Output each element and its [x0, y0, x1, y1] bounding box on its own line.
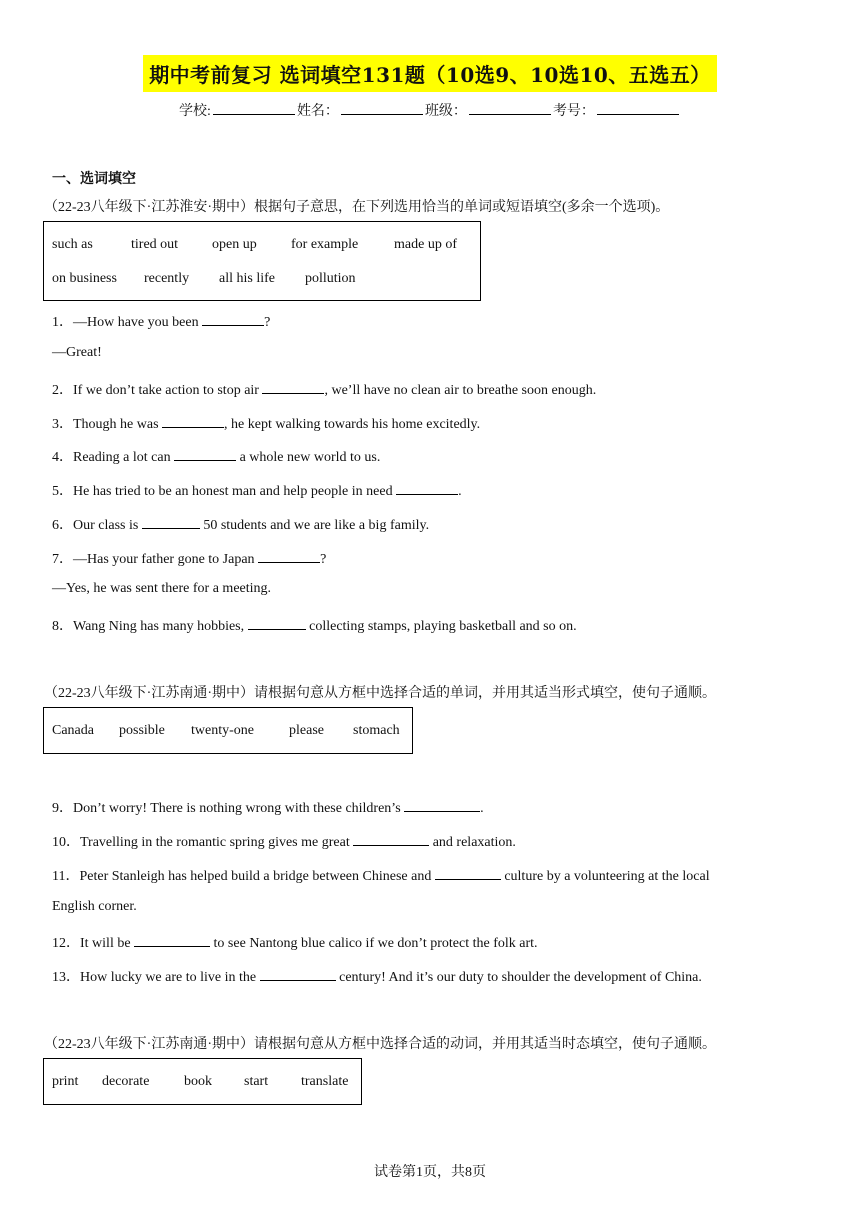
class-blank[interactable]	[469, 100, 551, 115]
word-option: please	[289, 723, 324, 738]
question-text: , we’ll have no clean air to breathe soon enough.	[324, 383, 597, 398]
word-option: pollution	[305, 271, 356, 286]
question-11-continued: English corner.	[52, 899, 137, 914]
word-box-1	[43, 221, 481, 301]
answer-blank[interactable]	[174, 446, 236, 461]
question-5	[52, 480, 462, 500]
answer-blank[interactable]	[162, 413, 224, 428]
school-label: 学校:	[179, 104, 211, 119]
question-text: ?	[264, 315, 271, 330]
question-text: ?	[320, 552, 327, 567]
class-label: 班级：	[424, 104, 467, 119]
question-text: 7．—Has your father gone to Japan	[52, 552, 259, 567]
question-text: 13．How lucky we are to live in the	[52, 970, 260, 985]
title-wrap	[0, 55, 860, 92]
question-13	[52, 966, 702, 986]
group3-intro: （22-23八年级下·江苏南通·期中）请根据句意从方框中选择合适的动词，并用其适当时态填空，使句子通顺。	[44, 1037, 716, 1052]
answer-blank[interactable]	[258, 548, 320, 563]
question-text: to see Nantong blue calico if we don’t protect the folk art.	[210, 936, 538, 951]
answer-blank[interactable]	[248, 615, 306, 630]
word-option: print	[52, 1074, 79, 1089]
group1-intro: （22-23八年级下·江苏淮安·期中）根据句子意思，在下列选用恰当的单词或短语填空(多余一个选项)。	[44, 200, 670, 215]
word-option: tired out	[131, 237, 179, 252]
answer-blank[interactable]	[134, 932, 210, 947]
question-text: 3．Though he was	[52, 417, 163, 432]
question-7	[52, 548, 326, 568]
question-6	[52, 514, 429, 534]
answer-blank[interactable]	[142, 514, 200, 529]
question-text: and relaxation.	[429, 835, 516, 850]
question-9	[52, 797, 484, 817]
question-text: collecting stamps, playing basketball and so on.	[305, 619, 577, 634]
question-1-reply: —Great!	[52, 345, 102, 360]
question-text: .	[480, 801, 484, 816]
word-box-2	[43, 707, 413, 754]
name-blank[interactable]	[341, 100, 423, 115]
question-text: 5．He has tried to be an honest man and help people in need	[52, 484, 397, 499]
question-text: 12．It will be	[52, 936, 135, 951]
word-box-3	[43, 1058, 362, 1105]
word-option: start	[244, 1074, 269, 1089]
page-footer: 试卷第1页，共8页	[374, 1165, 486, 1180]
question-3	[52, 413, 480, 433]
question-12	[52, 932, 538, 952]
word-option: twenty-one	[191, 723, 254, 738]
question-text: 50 students and we are like a big family.	[199, 518, 430, 533]
answer-blank[interactable]	[202, 311, 264, 326]
word-option: decorate	[102, 1074, 150, 1089]
word-option: all his life	[219, 271, 275, 286]
question-text: century! And it’s our duty to shoulder the development of China.	[335, 970, 702, 985]
question-11	[52, 865, 710, 885]
word-option: such as	[52, 237, 93, 252]
word-option: translate	[301, 1074, 349, 1089]
page-title: 期中考前复习 选词填空131题（10选9、10选10、五选五）	[143, 55, 717, 92]
name-label: 姓名：	[296, 104, 339, 119]
question-8	[52, 615, 577, 635]
word-option: possible	[119, 723, 165, 738]
question-4	[52, 446, 380, 466]
question-7-reply: —Yes, he was sent there for a meeting.	[52, 581, 272, 596]
word-option: on business	[52, 271, 117, 286]
question-text: 9．Don’t worry! There is nothing wrong with these children’s	[52, 801, 405, 816]
answer-blank[interactable]	[435, 865, 501, 880]
number-blank[interactable]	[597, 100, 679, 115]
answer-blank[interactable]	[262, 379, 324, 394]
section-heading: 一、选词填空	[52, 171, 136, 187]
question-2	[52, 379, 596, 399]
question-text: 6．Our class is	[52, 518, 142, 533]
question-text: .	[458, 484, 462, 499]
question-10	[52, 831, 516, 851]
question-text: culture by a volunteering at the local	[500, 869, 710, 884]
answer-blank[interactable]	[260, 966, 336, 981]
group2-intro: （22-23八年级下·江苏南通·期中）请根据句意从方框中选择合适的单词，并用其适当形式填空，使句子通顺。	[44, 686, 716, 701]
question-text: 2．If we don’t take action to stop air	[52, 383, 263, 398]
answer-blank[interactable]	[353, 831, 429, 846]
answer-blank[interactable]	[396, 480, 458, 495]
word-option: book	[184, 1074, 212, 1089]
question-text: 4．Reading a lot can	[52, 450, 175, 465]
school-blank[interactable]	[213, 100, 295, 115]
student-info-line	[0, 100, 860, 120]
number-label: 考号：	[552, 104, 595, 119]
word-option: for example	[291, 237, 359, 252]
word-option: Canada	[52, 723, 94, 738]
answer-blank[interactable]	[404, 797, 480, 812]
question-text: a whole new world to us.	[236, 450, 381, 465]
question-text: 8．Wang Ning has many hobbies,	[52, 619, 248, 634]
question-text: 11．Peter Stanleigh has helped build a bridge between Chinese and	[52, 869, 435, 884]
question-1	[52, 311, 270, 331]
word-option: stomach	[353, 723, 400, 738]
word-option: made up of	[394, 237, 457, 252]
question-text: 10．Travelling in the romantic spring gives me great	[52, 835, 354, 850]
question-text: 1．—How have you been	[52, 315, 203, 330]
word-option: recently	[144, 271, 190, 286]
word-option: open up	[212, 237, 257, 252]
question-text: , he kept walking towards his home excitedly.	[224, 417, 481, 432]
